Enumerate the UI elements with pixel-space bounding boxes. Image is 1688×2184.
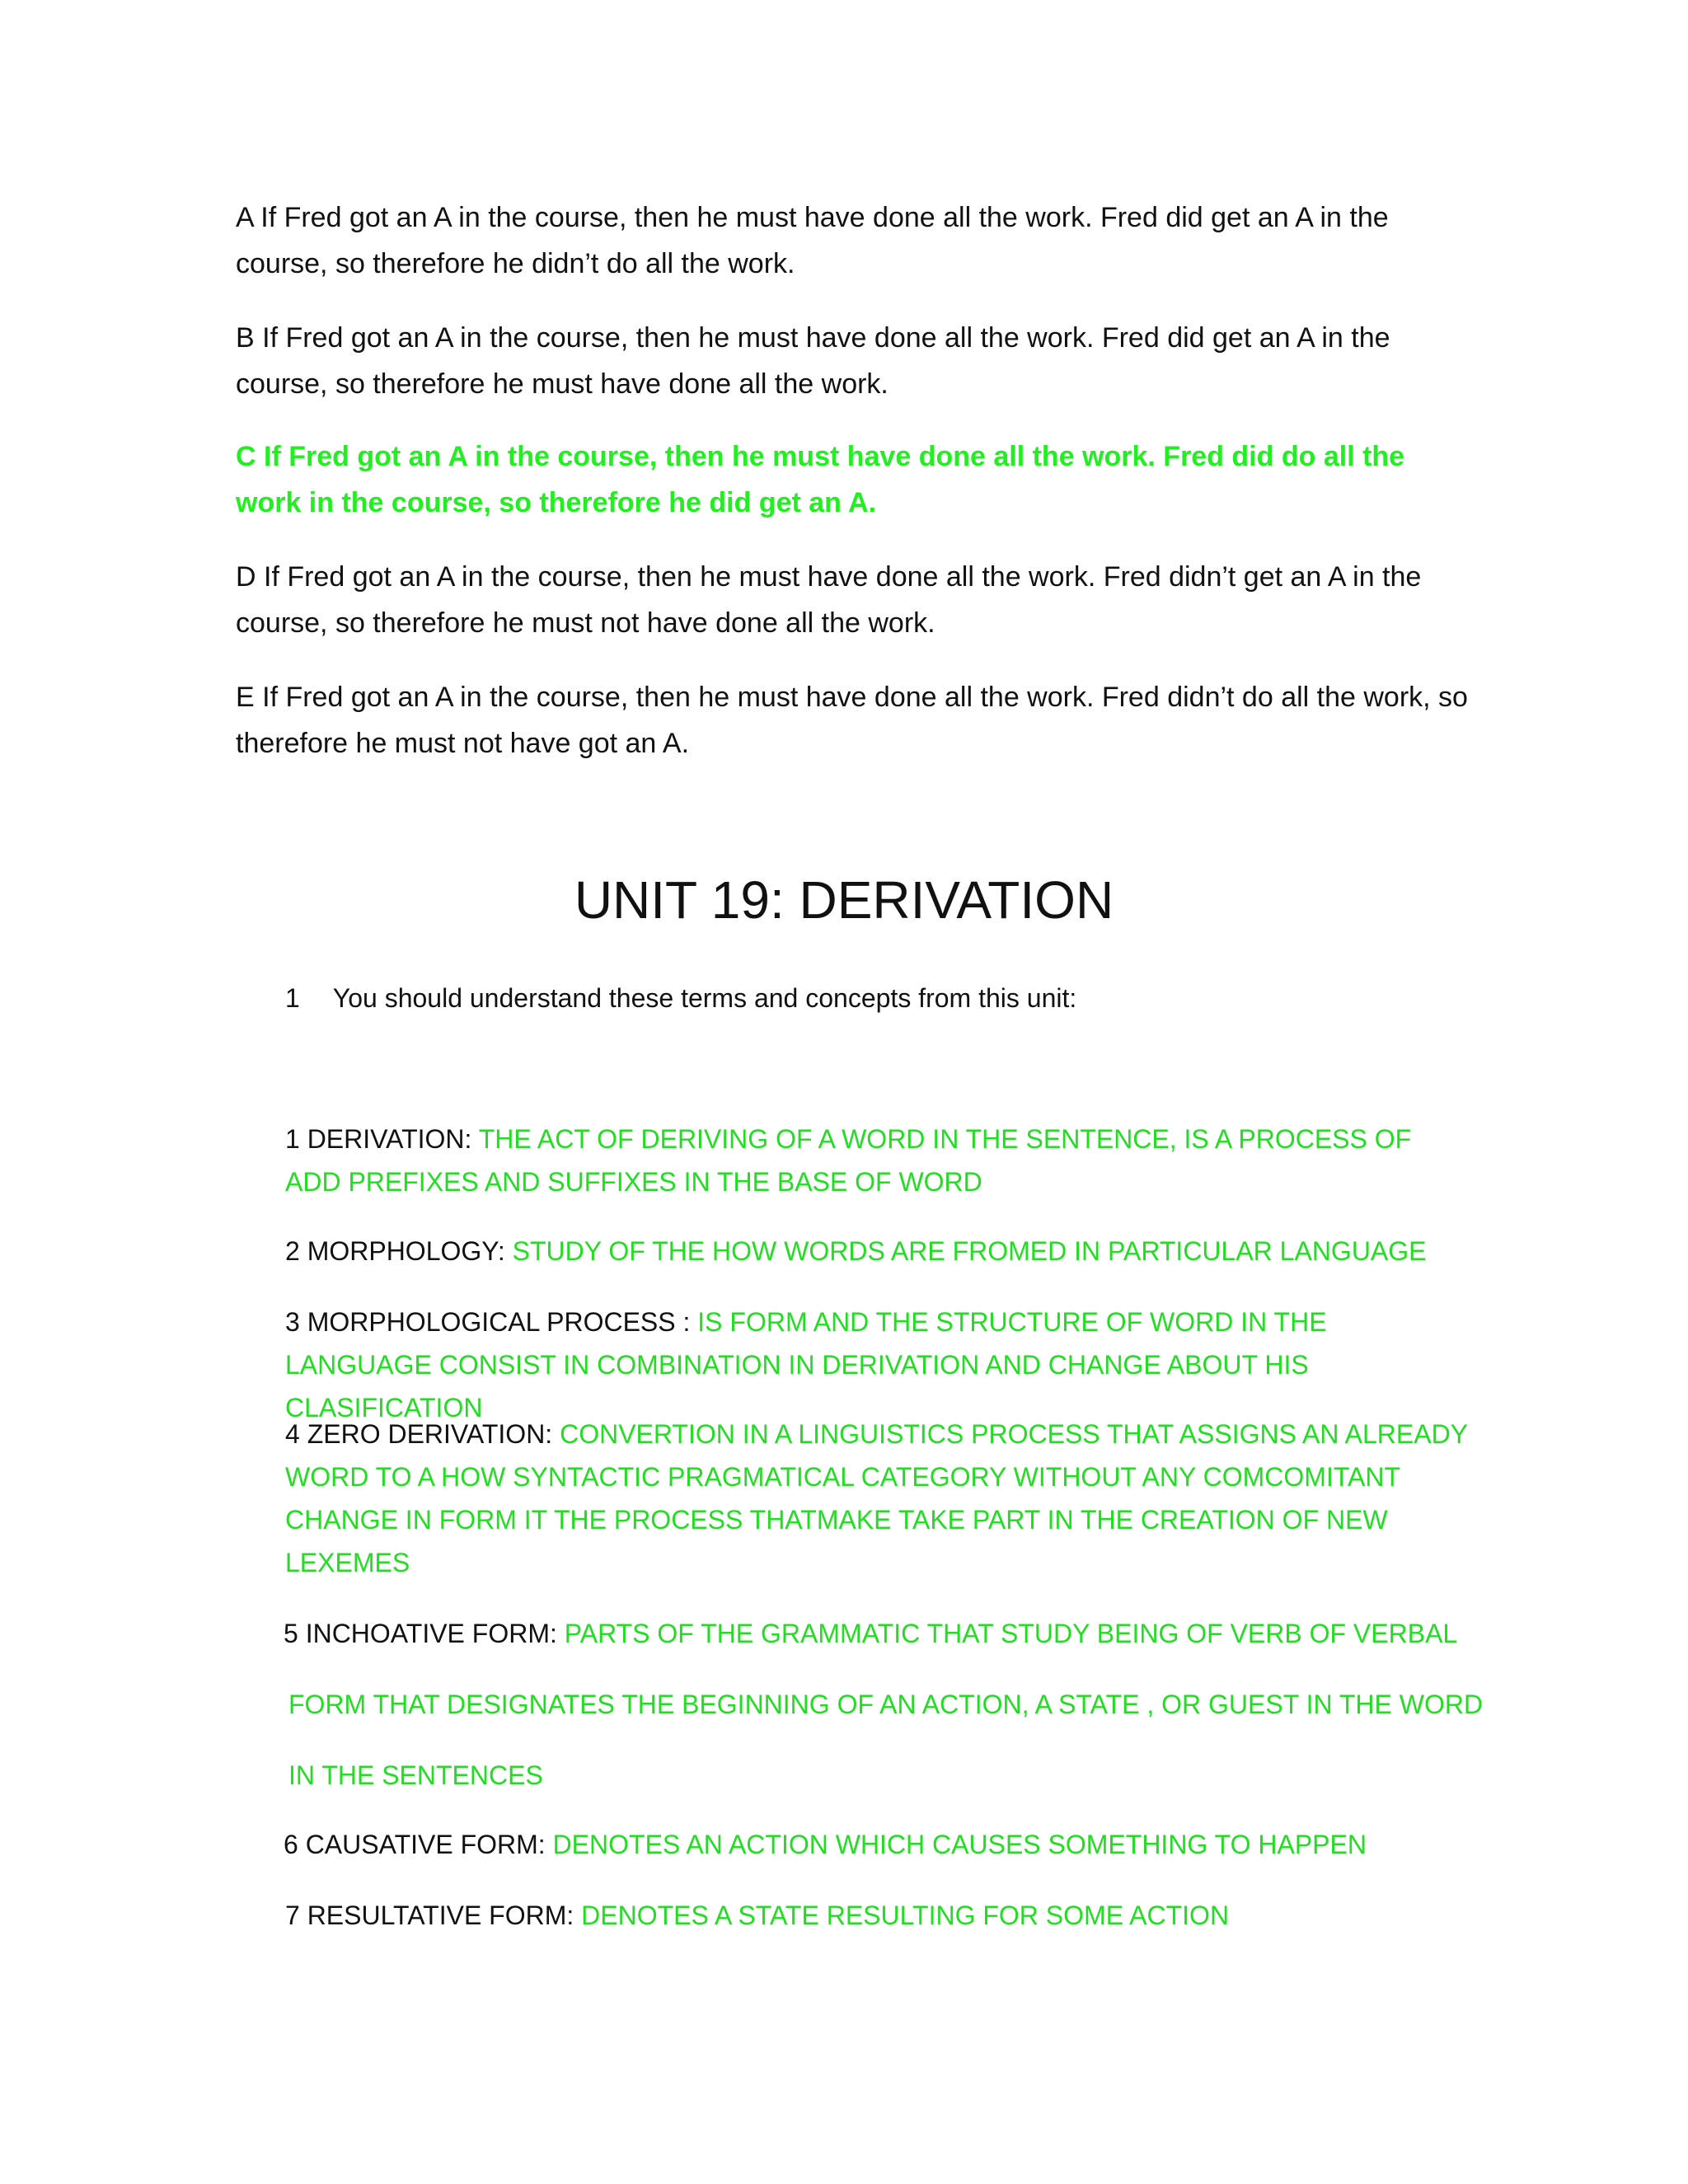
answer-option-a: A If Fred got an A in the course, then he must have done all the work. Fred did get an A in the course, so therefore he didn’t do all the work. <box>236 202 1389 279</box>
term-morphology <box>285 1230 1472 1272</box>
term-causative-form <box>284 1823 1470 1866</box>
term-morphological-process <box>285 1301 1472 1429</box>
term-definition: DENOTES AN ACTION WHICH CAUSES SOMETHING TO HAPPEN <box>552 1830 1367 1859</box>
term-definition: PARTS OF THE GRAMMATIC THAT STUDY BEING OF VERB OF VERBAL <box>564 1619 1458 1648</box>
intro-number: 1 <box>285 983 300 1013</box>
term-derivation <box>285 1118 1472 1203</box>
term-definition: DENOTES A STATE RESULTING FOR SOME ACTION <box>581 1900 1230 1930</box>
term-definition: THE ACT OF DERIVING OF A WORD IN THE SENTENCE, IS A PROCESS OF ADD PREFIXES AND SUFFIXES IN THE BASE OF WORD <box>285 1124 1412 1197</box>
term-definition: IS FORM AND THE STRUCTURE OF WORD IN THE LANGUAGE CONSIST IN COMBINATION IN DERIVATION AND CHANGE ABOUT HIS CLASIFICATION <box>285 1307 1327 1422</box>
term-inchoative-form <box>284 1612 1470 1655</box>
term-label: 1 DERIVATION: <box>285 1124 479 1154</box>
inchoative-continuation-line-2: IN THE SENTENCES <box>288 1760 543 1790</box>
intro-line <box>285 979 1076 1017</box>
term-resultative-form <box>285 1894 1472 1937</box>
term-definition: STUDY OF THE HOW WORDS ARE FROMED IN PARTICULAR LANGUAGE <box>512 1236 1427 1266</box>
term-label: 3 MORPHOLOGICAL PROCESS : <box>285 1307 698 1337</box>
term-definition: CONVERTION IN A LINGUISTICS PROCESS THAT ASSIGNS AN ALREADY WORD TO A HOW SYNTACTIC PRAGMATICAL CATEGORY WITHOUT ANY COMCOMITANT CHANGE IN FORM IT THE PROCESS THATMAKE TAKE PART IN THE CREATION OF NEW LEXEMES <box>285 1419 1468 1577</box>
answer-option-e: E If Fred got an A in the course, then he must have done all the work. Fred didn’t do all the work, so therefore he must not have got an A. <box>236 682 1468 759</box>
inchoative-continuation-line-1: FORM THAT DESIGNATES THE BEGINNING OF AN ACTION, A STATE , OR GUEST IN THE WORD <box>288 1690 1484 1719</box>
term-label: 6 CAUSATIVE FORM: <box>284 1830 553 1859</box>
answer-option-b: B If Fred got an A in the course, then he must have done all the work. Fred did get an A in the course, so therefore he must have done all the work. <box>236 322 1390 400</box>
term-label: 4 ZERO DERIVATION: <box>285 1419 560 1449</box>
term-zero-derivation <box>285 1413 1472 1584</box>
answer-option-d: D If Fred got an A in the course, then he must have done all the work. Fred didn’t get an A in the course, so therefore he must not have done all the work. <box>236 561 1422 639</box>
unit-title: UNIT 19: DERIVATION <box>574 870 1114 930</box>
answer-option-c-highlighted: C If Fred got an A in the course, then he must have done all the work. Fred did do all the work in the course, so therefore he did get an A. <box>236 441 1405 518</box>
term-label: 2 MORPHOLOGY: <box>285 1236 513 1266</box>
term-label: 5 INCHOATIVE FORM: <box>284 1619 565 1648</box>
term-label: 7 RESULTATIVE FORM: <box>285 1900 582 1930</box>
intro-text: You should understand these terms and concepts from this unit: <box>332 983 1077 1013</box>
